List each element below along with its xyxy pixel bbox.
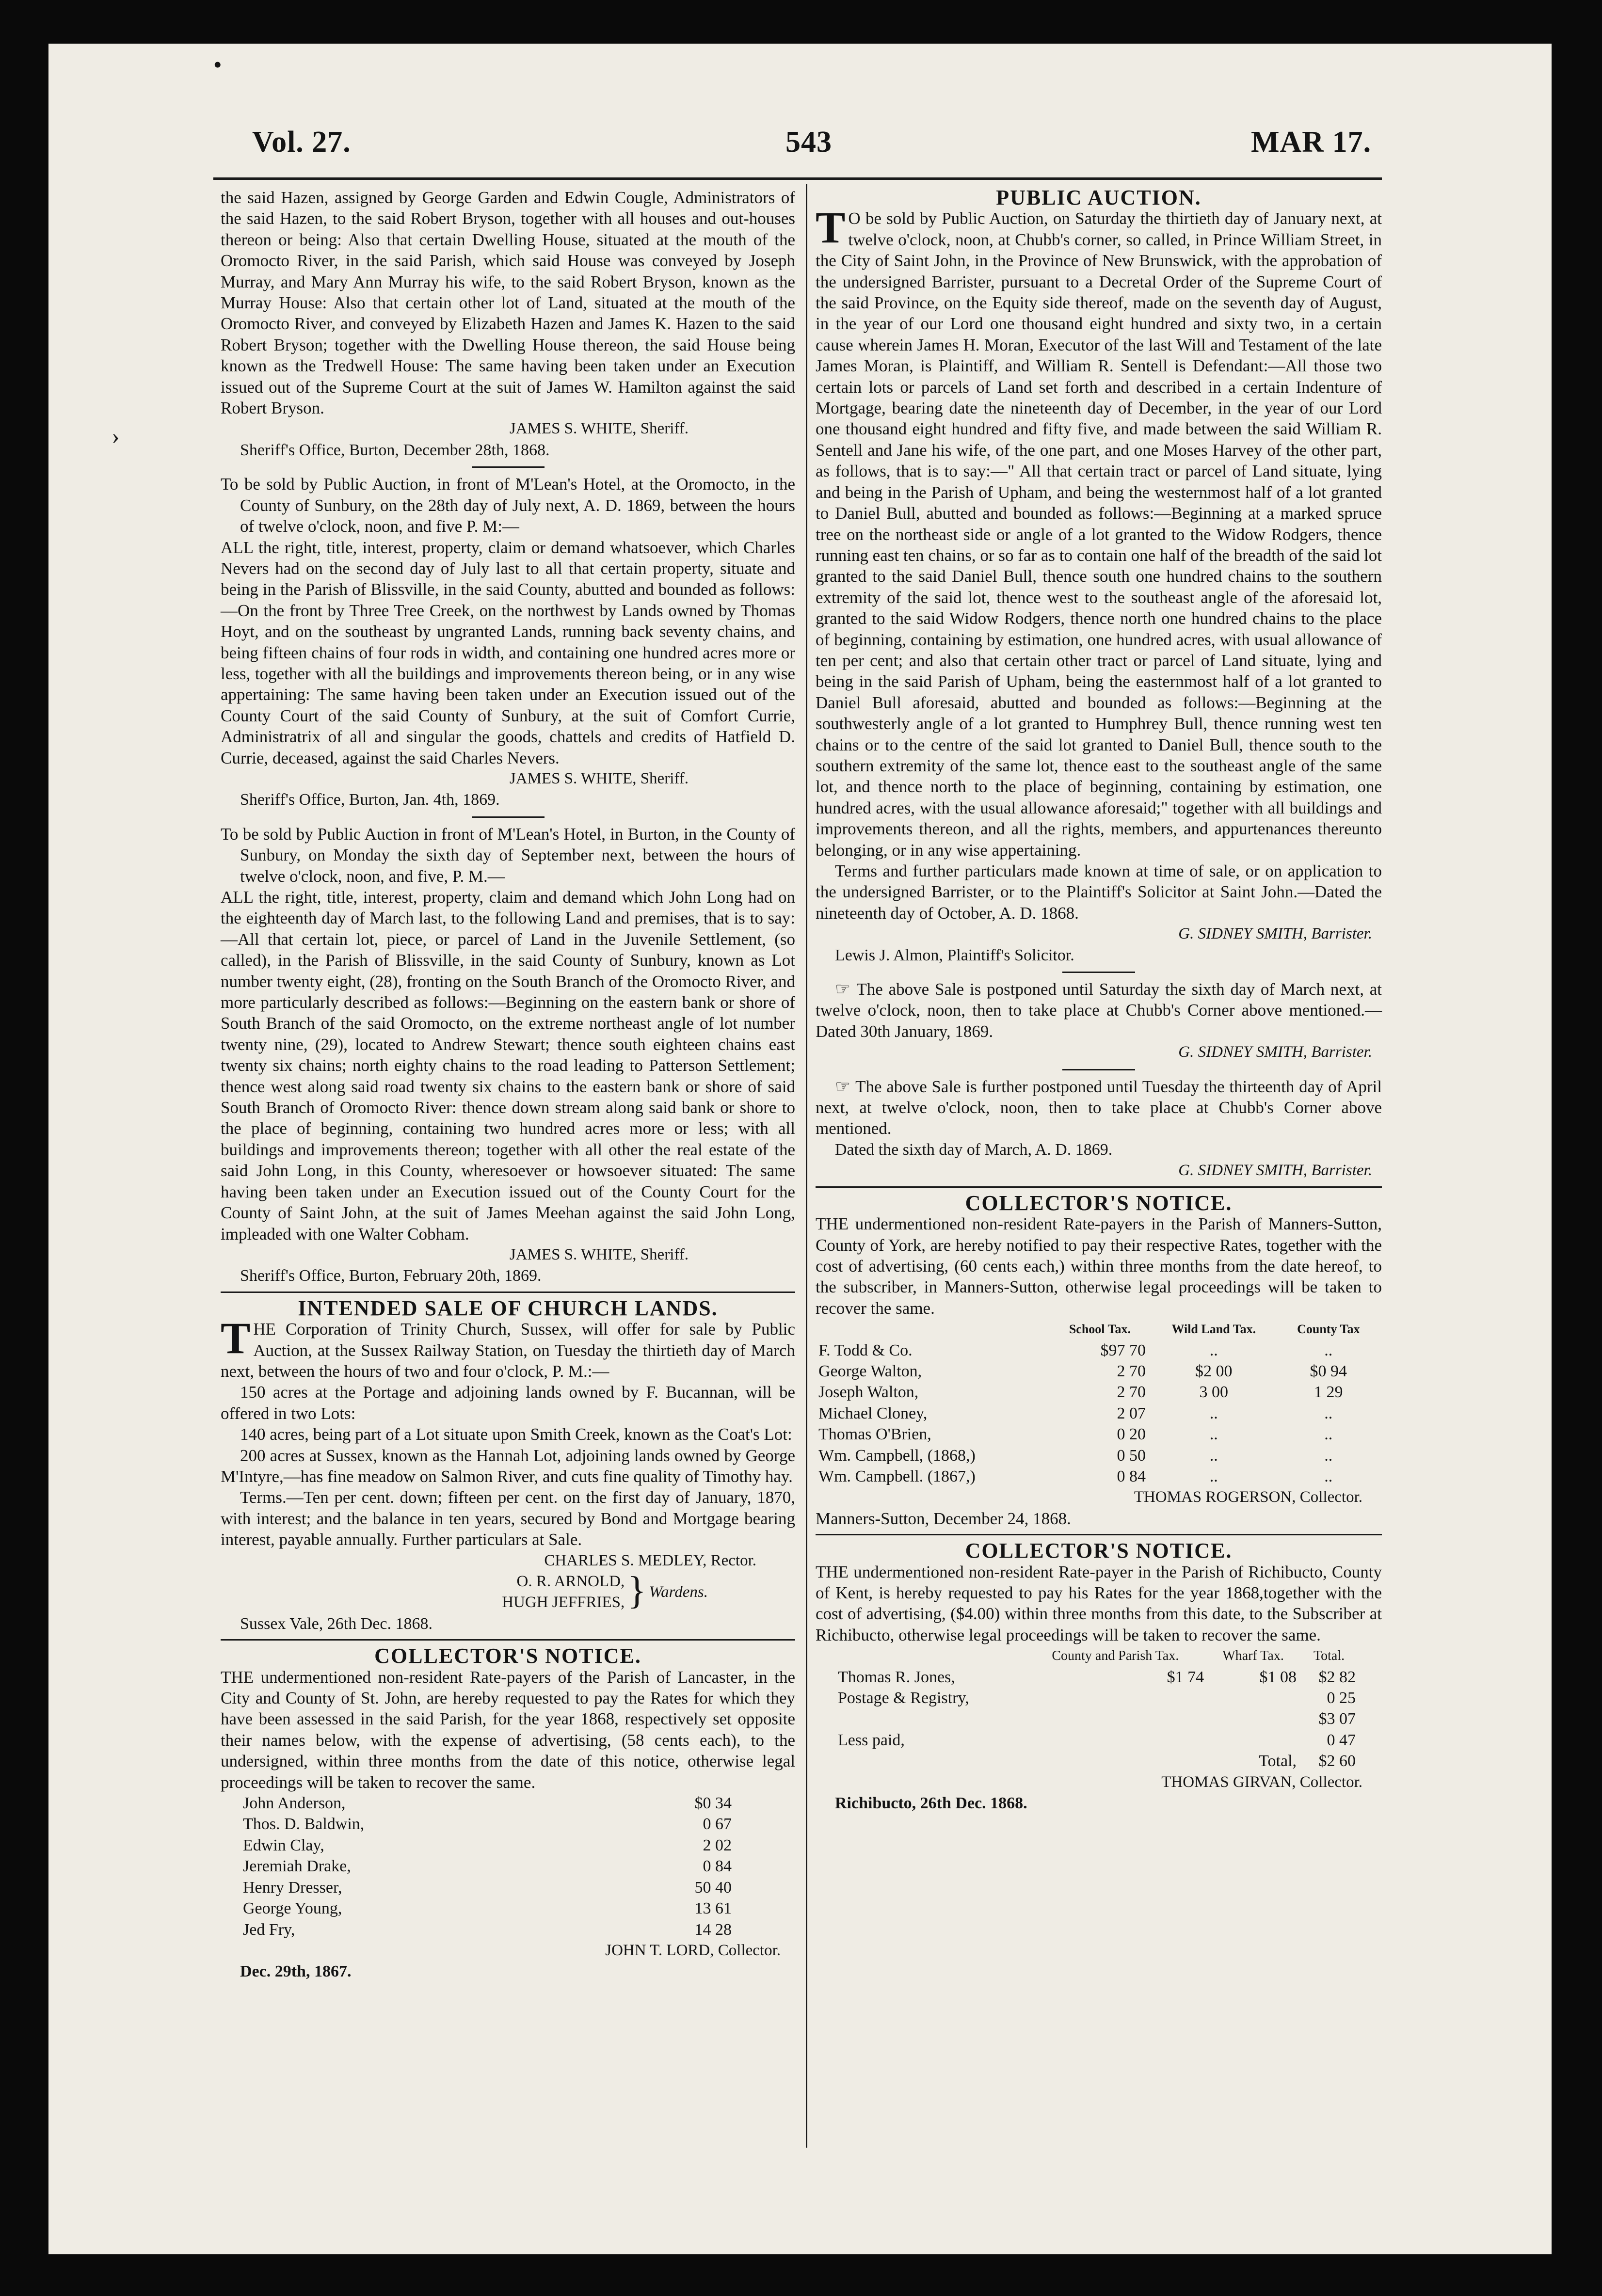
table-row <box>816 1382 1378 1403</box>
collector-date: Richibucto, 26th Dec. 1868. <box>835 1794 1027 1813</box>
postponement-date: Dated the sixth day of March, A. D. 1869. <box>835 1140 1113 1159</box>
less-paid-label: Less paid, <box>838 1731 905 1749</box>
ratepayer-name: George Young, <box>243 1899 342 1918</box>
blank <box>1207 1730 1299 1751</box>
issue-date: MAR 17. <box>1251 126 1372 159</box>
rates-table <box>835 1645 1359 1771</box>
county-tax: .. <box>1324 1446 1333 1465</box>
total-amount: $2 82 <box>1318 1668 1356 1686</box>
school-tax: 0 20 <box>1117 1425 1146 1444</box>
column-header: County and Parish Tax. <box>1052 1648 1179 1664</box>
total-amount: 0 25 <box>1327 1689 1356 1707</box>
table-row <box>816 1445 1378 1466</box>
divider <box>472 466 545 468</box>
public-auction-body: TO be sold by Public Auction, on Saturday the thirtieth day of January next, at twelve o'clock, noon, at Chubb's corner, so called, in Prince William Street, in the City of Saint John, in the Province of New Brunswick, with the approbation of the undersigned Barrister, pursuant to a Decretal Order of the Supreme Court of the said Province, on the Equity side thereof, made on the seventh day of August, in the year of our Lord one thousand eight hundred and sixty two, in a certain cause wherein James H. Moran, Executor of the last Will and Testament of the late James Moran, is Plaintiff, and William R. Sentell is Defendant:—All those two certain lots or parcels of Land set forth and described in a certain Indenture of Mortgage, bearing date the nineteenth day of December, in the year of our Lord one thousand eight hundred and fifty five, and made between the said William R. Sentell and Jane his wife, of the one part, and one Moses Harvey of the other part, as follows, that is to say:—" All that certain tract or parcel of Land situate, lying and being in the Parish of Upham, and being the westernmost half of a lot granted to Daniel Bull, abutted and bounded as follows:—Beginning at a marked spruce tree on the northeast side or angle of a lot granted to the Widow Rodgers, thence running east ten chains, or so far as to contain one half of the breadth of the said lot granted to the said Daniel Bull, thence south one hundred chains to the southern extremity of the said lot, thence west to the southeast angle of the aforesaid lot, granted to the said Widow Rodgers, thence north one hundred chains to the place of beginning, containing by estimation, one hundred acres, with usual allowance of ten per cent; and also that certain other tract or parcel of Land situate, lying and being in the said Parish of Upham, being the easternmost half of a lot granted to Daniel Bull aforesaid, abutted and bounded as follows:—Beginning at the southwesterly angle of a lot granted to Humphrey Bull, thence running west ten chains or to the centre of the said lot granted to Daniel Bull, thence south to the southern extremity of the same lot, thence east to the southeast angle of the same lot, and thence north to the place of beginning, containing by estimation, one hundred acres, with the usual allowance aforesaid;" together with all buildings and improvements thereon, and all the rights, members, and appurtenances thereunto belonging, or in any wise appertaining. <box>816 203 1382 860</box>
column-header: Wild Land Tax. <box>1171 1322 1256 1337</box>
wardens-block <box>221 1571 795 1613</box>
table-row <box>816 1424 1378 1445</box>
sheriff-office-date: Sheriff's Office, Burton, Jan. 4th, 1869. <box>240 791 500 809</box>
county-tax: 1 29 <box>1314 1383 1343 1402</box>
wild-land-tax: .. <box>1209 1425 1218 1444</box>
public-auction-heading: PUBLIC AUCTION. <box>996 186 1202 209</box>
divider <box>816 1534 1382 1535</box>
wharf-tax <box>1207 1688 1299 1708</box>
table-row <box>835 1667 1359 1688</box>
page-number: 543 <box>785 126 832 159</box>
divider <box>221 1639 795 1641</box>
pointing-hand-icon: ☞ <box>835 979 857 999</box>
collector-signature: JOHN T. LORD, Collector. <box>605 1941 781 1959</box>
ratepayer-name: Thomas O'Brien, <box>818 1425 931 1444</box>
parish-tax <box>1024 1688 1207 1708</box>
church-lot-3: 200 acres at Sussex, known as the Hannah Lot, adjoining lands owned by George M'Intyre,—has fine meadow on Salmon River, and cuts fine quality of Timothy hay. <box>221 1446 795 1486</box>
column-header: Wharf Tax. <box>1222 1648 1284 1664</box>
church-lands-heading: INTENDED SALE OF CHURCH LANDS. <box>298 1296 718 1320</box>
school-tax: 2 70 <box>1117 1362 1146 1380</box>
total-label: Total, <box>1259 1752 1297 1770</box>
margin-mark: › <box>112 422 120 449</box>
column-header: School Tax. <box>1069 1322 1131 1337</box>
rate-amount: 2 02 <box>703 1836 732 1854</box>
sheriff-office-date: Sheriff's Office, Burton, February 20th, 1869. <box>240 1267 542 1285</box>
auction-body: ALL the right, title, interest, property, claim or demand whatsoever, which Charles Nevers had on the second day of July last to all that certain property, situate and being in the Parish of Blissville, in the said County, abutted and bounded as follows:—On the front by Three Tree Creek, on the northwest by Lands owned by Thomas Hoyt, and on the southeast by ungranted Lands, running back seventy chains, and being fifteen chains of four rods in width, and containing one hundred acres more or less, together with all the buildings and improvements thereon being, or in any wise appertaining: The same having been taken under an Execution issued out of the County Court of the said County of Sunbury, at the suit of Comfort Currie, Administratrix of all and singular the goods, chattels and credits of Hatfield D. Currie, deceased, against the said Charles Nevers. <box>221 538 795 767</box>
sheriff-notice-continued: the said Hazen, assigned by George Garden and Edwin Cougle, Administrators of the said Hazen, to the said Robert Bryson, together with all houses and out-houses thereon or being: Also that certain Dwelling House, situated at the mouth of the Oromocto River, in the said Parish, which said House was conveyed by Joseph Murray, and Mary Ann Murray his wife, to the said Robert Bryson, known as the Murray House: Also that certain other lot of Land, situated at the mouth of the Oromocto River, and conveyed by Elizabeth Hazen and James K. Hazen to the said Robert Bryson; together with the Dwelling House thereon, the said House being known as the Tredwell House: The same having been taken under an Execution issued out of the Supreme Court at the suit of James W. Hamilton against the said Robert Bryson. <box>221 188 795 418</box>
subtotal: $3 07 <box>1318 1710 1356 1728</box>
church-lot-2: 140 acres, being part of a Lot situate upon Smith Creek, known as the Coat's Lot: <box>240 1425 792 1444</box>
county-tax: .. <box>1324 1467 1333 1485</box>
table-row <box>835 1751 1359 1771</box>
sheriff-signature: JAMES S. WHITE, Sheriff. <box>509 769 689 787</box>
table-row <box>240 1814 735 1834</box>
brace: } <box>627 1569 646 1612</box>
header-rule <box>213 177 1382 180</box>
postponement-1-text: The above Sale is postponed until Saturday the sixth day of March next, at twelve o'clock, noon, then to take place at Chubb's Corner above mentioned.—Dated 30th January, 1869. <box>816 980 1382 1041</box>
blank <box>1024 1751 1207 1771</box>
postponement-2-text: The above Sale is further postponed until Tuesday the thirteenth day of April next, at twelve o'clock, noon, then to take place at Chubb's Corner above mentioned. <box>816 1077 1382 1138</box>
collector-notice-heading: COLLECTOR'S NOTICE. <box>965 1539 1233 1563</box>
collector-date: Dec. 29th, 1867. <box>240 1962 352 1981</box>
warden-name: O. R. ARNOLD, <box>516 1573 625 1590</box>
table-row <box>240 1919 735 1940</box>
ratepayer-name: George Walton, <box>818 1362 922 1380</box>
barrister-signature: G. SIDNEY SMITH, Barrister. <box>1178 1043 1372 1061</box>
divider <box>1062 972 1135 973</box>
table-row <box>816 1361 1378 1382</box>
auction-intro: To be sold by Public Auction, in front of M'Lean's Hotel, at the Oromocto, in the County of Sunbury, on the 28th day of July next, A. D. 1869, between the hours of twelve o'clock, noon, and five P. M:— <box>221 475 795 536</box>
rates-table <box>240 1793 735 1940</box>
rate-amount: 0 84 <box>703 1857 732 1876</box>
barrister-signature: G. SIDNEY SMITH, Barrister. <box>1178 925 1372 943</box>
header-cell <box>835 1645 1024 1666</box>
column-header: Total. <box>1313 1648 1345 1664</box>
wild-land-tax: .. <box>1209 1341 1218 1359</box>
wild-land-tax: .. <box>1209 1446 1218 1465</box>
ratepayer-name: Henry Dresser, <box>243 1878 342 1897</box>
auction-intro: To be sold by Public Auction in front of M'Lean's Hotel, in Burton, in the County of Sunbury, on Monday the sixth day of September next, between the hours of twelve o'clock, noon, and five, P. M.— <box>221 824 795 886</box>
church-terms: Terms.—Ten per cent. down; fifteen per cent. on the first day of January, 1870, with interest; and the balance in ten years, secured by Bond and Mortgage bearing interest, payable annually. Further particulars at Sale. <box>221 1488 795 1549</box>
left-column <box>221 187 795 1982</box>
table-row <box>835 1645 1359 1666</box>
ratepayer-name: Thos. D. Baldwin, <box>243 1815 365 1834</box>
ratepayer-name: Edwin Clay, <box>243 1836 324 1854</box>
table-row <box>816 1466 1378 1487</box>
ratepayer-name: Jed Fry, <box>243 1920 295 1939</box>
table-row <box>240 1856 735 1877</box>
ratepayer-name: Jeremiah Drake, <box>243 1857 351 1876</box>
postponement-2 <box>816 1076 1382 1139</box>
blank <box>835 1751 1024 1771</box>
table-row <box>240 1793 735 1814</box>
public-auction-terms: Terms and further particulars made known at time of sale, or on application to the undersigned Barrister, or to the Plaintiff's Solicitor at Saint John.—Dated the nineteenth day of October, A. D. 1868. <box>816 861 1382 923</box>
ink-dot: • <box>213 51 222 78</box>
wharf-tax: $1 08 <box>1259 1668 1297 1686</box>
ratepayer-name: Thomas R. Jones, <box>838 1668 955 1686</box>
divider <box>472 816 545 818</box>
less-paid-amount: 0 47 <box>1327 1731 1356 1749</box>
collector-signature: THOMAS GIRVAN, Collector. <box>1161 1773 1362 1791</box>
blank <box>835 1708 1024 1729</box>
divider <box>1062 1069 1135 1070</box>
table-row <box>240 1877 735 1898</box>
collector-notice-body: THE undermentioned non-resident Rate-payers of the Parish of Lancaster, in the City and County of St. John, are hereby requested to pay the Rates for which they have been assessed in the said Parish, for the year 1868, respectively set opposite their names below, with the expense of advertising, (58 cents each), to the undersigned, within three months from the date of this notice, otherwise legal proceedings will be taken to recover the same. <box>221 1667 795 1792</box>
rate-amount: 50 40 <box>694 1878 732 1897</box>
divider <box>816 1186 1382 1188</box>
school-tax: 2 07 <box>1117 1404 1146 1422</box>
header-cell <box>816 1319 1051 1339</box>
collector-date: Manners-Sutton, December 24, 1868. <box>816 1509 1071 1528</box>
ratepayer-name: F. Todd & Co. <box>818 1341 913 1359</box>
parish-tax: $1 74 <box>1167 1668 1204 1686</box>
table-row <box>835 1688 1359 1708</box>
wild-land-tax: .. <box>1209 1467 1218 1485</box>
school-tax: 0 50 <box>1117 1446 1146 1465</box>
table-row <box>835 1708 1359 1729</box>
right-column <box>816 187 1382 1814</box>
ratepayer-name: John Anderson, <box>243 1794 346 1813</box>
rate-amount: 0 67 <box>703 1815 732 1834</box>
column-rule <box>806 184 807 2148</box>
divider <box>221 1292 795 1293</box>
county-tax: .. <box>1324 1404 1333 1422</box>
sheriff-signature: JAMES S. WHITE, Sheriff. <box>509 1245 689 1263</box>
blank <box>1024 1708 1207 1729</box>
collector-notice-body: THE undermentioned non-resident Rate-payer in the Parish of Richibucto, County of Kent, is hereby requested to pay his Rates for the year 1868,together with the cost of advertising, ($4.00) within three months from this date, to the Subscriber at Richibucto, otherwise legal proceedings will be taken to recover the same. <box>816 1562 1382 1644</box>
barrister-signature: G. SIDNEY SMITH, Barrister. <box>1178 1162 1372 1180</box>
table-row <box>816 1340 1378 1361</box>
church-date: Sussex Vale, 26th Dec. 1868. <box>240 1614 433 1633</box>
ratepayer-name: Postage & Registry, <box>838 1689 969 1707</box>
blank <box>1024 1730 1207 1751</box>
volume-number: Vol. 27. <box>252 126 351 159</box>
table-row <box>240 1835 735 1856</box>
rate-amount: $0 34 <box>694 1794 732 1813</box>
auction-body: ALL the right, title, interest, property, claim and demand which John Long had on the eighteenth day of March last, to the following Land and premises, that is to say:—All that certain lot, piece, or parcel of Land in the Juvenile Settlement, (so called), in the Parish of Blissville, in the said County of Sunbury, known as Lot number twenty eight, (28), fronting on the South Branch of the Oromocto River, and more particularly described as follows:—Beginning on the eastern bank or shore of South Branch of the said Oromocto, on the extreme northeast angle of lot number twenty nine, (29), located to Andrew Stewart; thence south eighteen chains east twenty six chains; north eighty chains to the road leading to Patterson Settlement; thence west along said road twenty six chains to the eastern bank or shore of said South Branch of Oromocto River: thence down stream along said bank or shore to the place of beginning, containing two hundred acres more or less; with all buildings and improvements thereon; together with all other the real estate of the said John Long, in this County, wheresoever or howsoever situated: The same having been taken under an Execution issued out of the County Court for the County of Saint John, at the suit of James Meehan against the said John Long, impleaded with one Walter Cobham. <box>221 888 795 1244</box>
ratepayer-name: Wm. Campbell, (1868,) <box>818 1446 976 1465</box>
ratepayer-name: Michael Cloney, <box>818 1404 928 1422</box>
county-tax: .. <box>1324 1341 1333 1359</box>
church-lands-intro: THE Corporation of Trinity Church, Sussex, will offer for sale by Public Auction, at the Sussex Railway Station, on Tuesday the thirtieth day of March next, between the hours of two and four o'clock, P. M.:— <box>221 1313 795 1381</box>
wild-land-tax: .. <box>1209 1404 1218 1422</box>
postponement-1 <box>816 979 1382 1042</box>
collector-notice-body: THE undermentioned non-resident Rate-payers in the Parish of Manners-Sutton, County of York, are hereby notified to pay their respective Rates, together with the cost of advertising, (60 cents each,) within three months from the date hereof, to the subscriber, in Manners-Sutton, otherwise legal proceedings will be taken to recover the same. <box>816 1214 1382 1318</box>
wardens-label: Wardens. <box>649 1583 708 1601</box>
column-header: County Tax <box>1297 1322 1360 1337</box>
school-tax: 0 84 <box>1117 1467 1146 1485</box>
warden-name: HUGH JEFFRIES, <box>502 1594 625 1611</box>
blank <box>1207 1708 1299 1729</box>
solicitor-line: Lewis J. Almon, Plaintiff's Solicitor. <box>835 946 1074 964</box>
collector-notice-heading: COLLECTOR'S NOTICE. <box>374 1644 641 1668</box>
rector-signature: CHARLES S. MEDLEY, Rector. <box>544 1551 756 1569</box>
county-tax: .. <box>1324 1425 1333 1444</box>
rates-table <box>816 1319 1378 1487</box>
rate-amount: 13 61 <box>694 1899 732 1918</box>
school-tax: $97 70 <box>1100 1341 1146 1359</box>
collector-signature: THOMAS ROGERSON, Collector. <box>1134 1488 1362 1506</box>
table-row <box>835 1730 1359 1751</box>
collector-notice-heading: COLLECTOR'S NOTICE. <box>965 1191 1233 1215</box>
grand-total: $2 60 <box>1318 1752 1356 1770</box>
table-row <box>240 1898 735 1919</box>
rate-amount: 14 28 <box>694 1920 732 1939</box>
table-row <box>816 1319 1378 1339</box>
pointing-hand-icon: ☞ <box>835 1076 856 1096</box>
ratepayer-name: Joseph Walton, <box>818 1383 919 1402</box>
sheriff-signature: JAMES S. WHITE, Sheriff. <box>509 420 689 438</box>
county-tax: $0 94 <box>1310 1362 1347 1380</box>
table-row <box>816 1403 1378 1424</box>
wild-land-tax: $2 00 <box>1195 1362 1233 1380</box>
wild-land-tax: 3 00 <box>1199 1383 1229 1402</box>
school-tax: 2 70 <box>1117 1383 1146 1402</box>
ratepayer-name: Wm. Campbell. (1867,) <box>818 1467 976 1485</box>
church-lot-1: 150 acres at the Portage and adjoining lands owned by F. Bucannan, will be offered in two Lots: <box>221 1383 795 1423</box>
sheriff-office-date: Sheriff's Office, Burton, December 28th, 1868. <box>240 441 550 459</box>
